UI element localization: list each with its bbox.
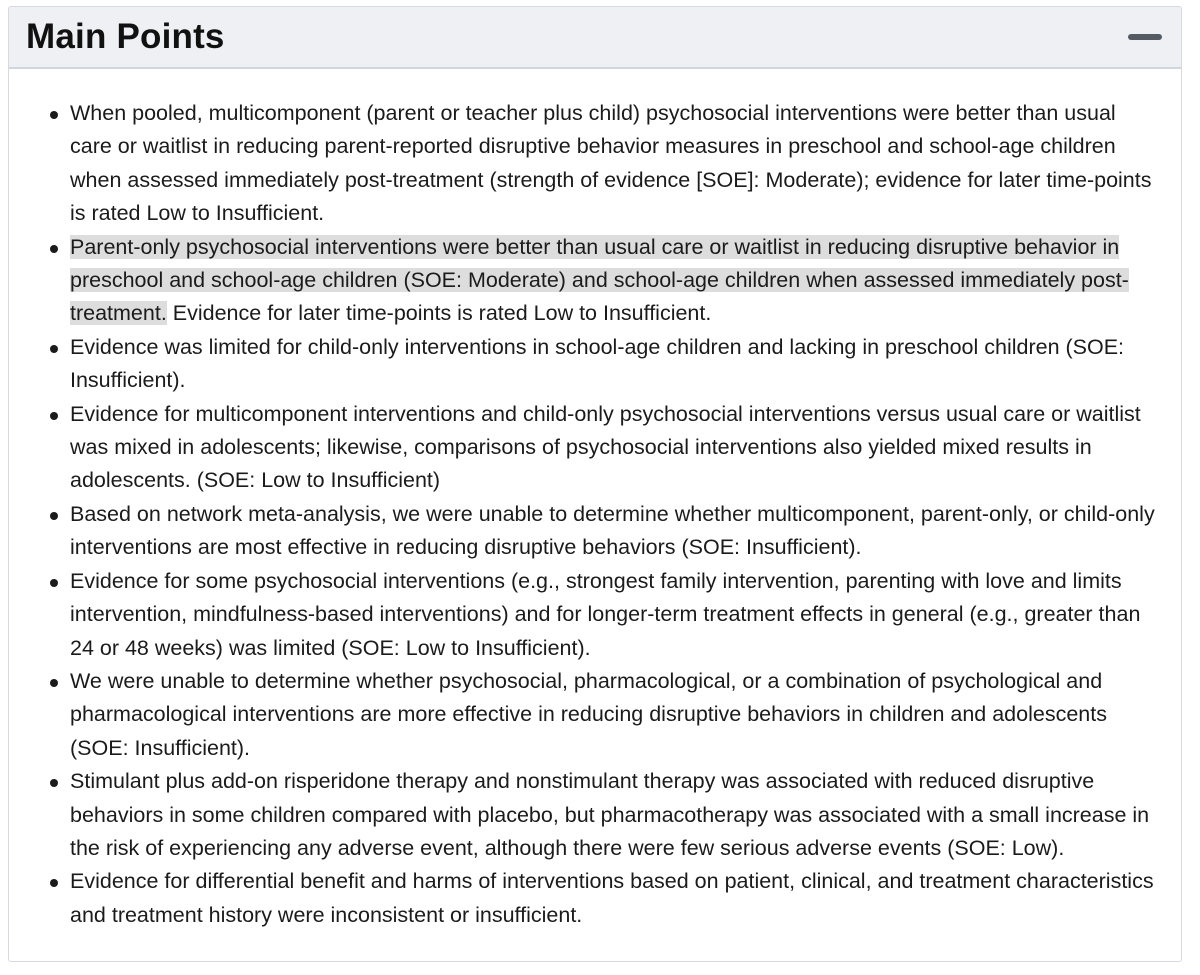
bullet-icon [50,679,58,687]
list-item [70,498,1161,565]
collapse-button[interactable] [1125,20,1165,54]
list-item [70,231,1161,331]
bullet-icon [50,245,58,253]
list-item [70,865,1161,932]
bullet-icon [50,579,58,587]
point-text: Evidence for later time-points is rated Low to Insufficient. [166,301,712,326]
list-item [70,331,1161,398]
point-text: Based on network meta-analysis, we were unable to determine whether multicomponent, parent-only, or child-only interventions are most effective in reducing disruptive behaviors (SOE: Insufficient). [70,501,1155,560]
bullet-icon [50,345,58,353]
bullet-icon [50,111,58,119]
panel-title: Main Points [26,17,225,56]
list-item [70,565,1161,665]
point-text: When pooled, multicomponent (parent or teacher plus child) psychosocial interventions were better than usual care or waitlist in reducing parent-reported disruptive behavior measures in preschool and school-age children when assessed immediately post-treatment (strength of evidence [SOE]: Moderate); evidence for later time-points is rated Low to Insufficient. [70,101,1152,226]
panel-header[interactable] [9,7,1181,69]
main-points-list [29,97,1161,932]
list-item [70,97,1161,231]
bullet-icon [50,412,58,420]
panel-body [9,69,1181,932]
bullet-icon [50,512,58,520]
point-text: Evidence for differential benefit and harms of interventions based on patient, clinical, and treatment characteristics and treatment history were inconsistent or insufficient. [70,869,1154,927]
bullet-icon [50,779,58,787]
point-text: Evidence was limited for child-only interventions in school-age children and lacking in preschool children (SOE: Insufficient). [70,334,1125,393]
list-item [70,398,1161,498]
point-text: Evidence for multicomponent interventions and child-only psychosocial interventions versus usual care or waitlist was mixed in adolescents; likewise, comparisons of psychosocial interventions also yielded mixed results in adolescents. (SOE: Low to Insufficient) [70,401,1141,493]
bullet-icon [50,879,58,887]
minus-icon [1128,34,1162,40]
point-text: Stimulant plus add-on risperidone therapy and nonstimulant therapy was associated with reduced disruptive behaviors in some children compared with placebo, but pharmacotherapy was associated with a small increase in the risk of experiencing any adverse event, although there were few serious adverse events (SOE: Low). [70,769,1150,860]
point-text: Evidence for some psychosocial interventions (e.g., strongest family intervention, parenting with love and limits intervention, mindfulness-based interventions) and for longer-term treatment effects in general (e.g., greater than 24 or 48 weeks) was limited (SOE: Low to Insufficient). [70,568,1141,660]
highlighted-text[interactable]: Parent-only psychosocial interventions were better than usual care or waitlist in reducing disruptive behavior in preschool and school-age children (SOE: Moderate) and school-age children when assessed immediately post-treatment. [70,234,1129,326]
list-item [70,665,1161,765]
point-text: We were unable to determine whether psychosocial, pharmacological, or a combination of psychological and pharmacological interventions are more effective in reducing disruptive behaviors in children and adolescents (SOE: Insufficient). [70,668,1107,760]
main-points-panel [8,6,1182,962]
list-item [70,765,1161,865]
